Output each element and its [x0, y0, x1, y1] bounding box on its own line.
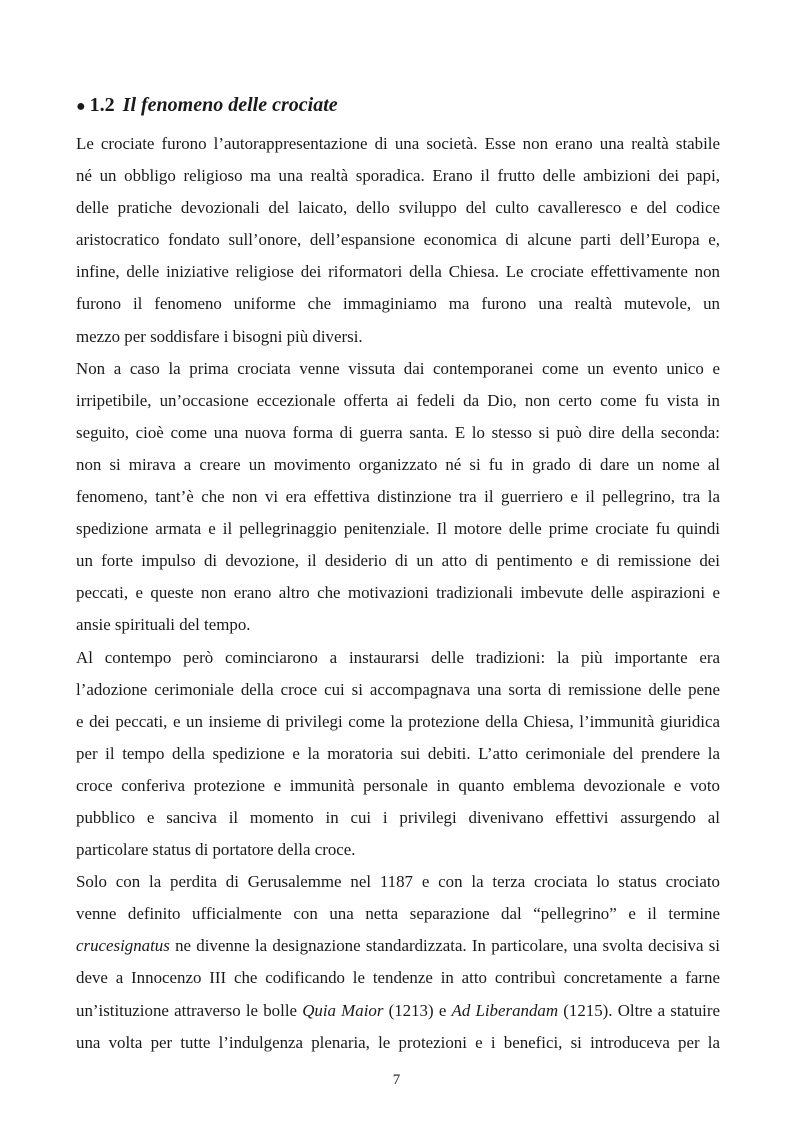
page-number: 7 [392, 1072, 401, 1088]
section-number: 1.2 [89, 94, 115, 116]
text-line: spedizione armata e il pellegrinaggio penitenziale. Il motore delle prime crociate fu quindi [76, 519, 720, 539]
text-line: seguito, cioè come una nuova forma di guerra santa. E lo stesso si può dire della seconda: [76, 422, 720, 442]
text-segment: una volta per tutte l’indulgenza plenaria, le protezioni e i benefici, si introduceva per la [76, 1032, 720, 1052]
text-line [76, 898, 720, 930]
section-title: Il fenomeno delle crociate [122, 94, 338, 116]
text-line: aristocratico fondato sull’onore, dell’espansione economica di alcune parti dell’Europa e, [76, 230, 720, 250]
text-segment: deve a Innocenzo III che codificando le tendenze in atto contribuì concretamente a farne [76, 968, 720, 988]
italic-term: Ad Liberandam [451, 1000, 559, 1020]
text-segment: (1213) e [383, 1000, 452, 1020]
text-line [76, 930, 720, 962]
text-segment: Solo con la perdita di Gerusalemme nel 1187 e con la terza crociata lo status crociato [76, 872, 720, 892]
text-line [76, 866, 720, 898]
text-line: Le crociate furono l’autorappresentazione di una società. Esse non erano una realtà stabile [76, 134, 720, 153]
text-line: croce conferiva protezione e immunità personale in quanto emblema devozionale e voto [76, 775, 720, 795]
text-line [76, 962, 720, 994]
text-line: pubblico e sanciva il momento in cui i privilegi divenivano effettivi assurgendo al [76, 807, 720, 827]
text-line: delle pratiche devozionali del laicato, dello sviluppo del culto cavalleresco e del codice [76, 198, 720, 218]
text-line: furono il fenomeno uniforme che immaginiamo ma furono una realtà mutevole, un [76, 294, 720, 314]
paragraph [76, 353, 720, 642]
text-line: per il tempo della spedizione e la moratoria sui debiti. L’atto cerimoniale del prendere la [76, 743, 720, 763]
paragraph [76, 128, 720, 353]
text-line: non si mirava a creare un movimento organizzato né si fu in grado di dare un nome al [76, 454, 720, 474]
text-line: Non a caso la prima crociata venne vissuta dai contemporanei come un evento unico e [76, 358, 720, 378]
paragraph [76, 642, 720, 867]
section-heading [76, 88, 720, 124]
text-segment: un’istituzione attraverso le bolle [76, 1000, 303, 1020]
text-segment: ne divenne la designazione standardizzata. In particolare, una svolta decisiva si [169, 936, 720, 956]
text-line: irripetibile, un’occasione eccezionale offerta ai fedeli da Dio, non certo come fu vista in [76, 390, 720, 410]
body-text [76, 128, 720, 1059]
text-line: un forte impulso di devozione, il desiderio di un atto di pentimento e di remissione dei [76, 551, 720, 571]
text-line: l’adozione cerimoniale della croce cui si accompagnava una sorta di remissione delle pene [76, 679, 720, 699]
text-line: peccati, e queste non erano altro che motivazioni tradizionali imbevute delle aspirazioni e [76, 583, 720, 603]
italic-term: Quia Maior [302, 1000, 384, 1020]
text-segment: venne definito ufficialmente con una netta separazione dal “pellegrino” e il termine [76, 904, 720, 924]
text-line: fenomeno, tant’è che non vi era effettiva distinzione tra il guerriero e il pellegrino, tra la [76, 487, 720, 507]
text-line: Al contempo però cominciarono a instaurarsi delle tradizioni: la più importante era [76, 647, 720, 667]
text-line [76, 1027, 720, 1059]
text-line: né un obbligo religioso ma una realtà sporadica. Erano il frutto delle ambizioni dei papi, [76, 166, 720, 186]
text-line [76, 995, 720, 1027]
text-line: particolare status di portatore della croce. [76, 840, 356, 860]
text-line: ansie spirituali del tempo. [76, 615, 251, 635]
page-content [76, 88, 720, 1059]
text-line: infine, delle iniziative religiose dei riformatori della Chiesa. Le crociate effettivamente non [76, 262, 720, 282]
italic-term: crucesignatus [76, 936, 170, 956]
heading-bullet: ● [76, 98, 86, 115]
paragraph [76, 866, 720, 1059]
text-segment: (1215). Oltre a statuire [558, 1000, 720, 1020]
text-line: mezzo per soddisfare i bisogni più diversi. [76, 326, 363, 346]
text-line: e dei peccati, e un insieme di privilegi come la protezione della Chiesa, l’immunità giuridica [76, 711, 720, 731]
